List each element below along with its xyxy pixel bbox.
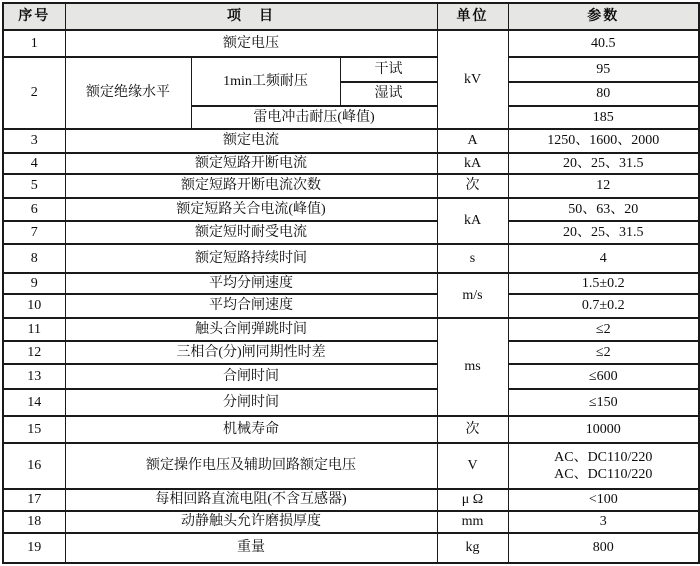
row-1-item: 额定电压 [65, 30, 437, 57]
row-8-param: 4 [508, 244, 699, 273]
row-4-param: 20、25、31.5 [508, 153, 699, 174]
row-12-no: 12 [3, 341, 65, 364]
row-11-param: ≤2 [508, 318, 699, 341]
table-row [3, 221, 699, 244]
row-17-param: <100 [508, 489, 699, 511]
row-16-param-line1: AC、DC110/220 [554, 449, 653, 465]
header-unit: 单位 [437, 3, 508, 30]
row-15-unit: 次 [437, 416, 508, 443]
row-2-item: 额定绝缘水平 [65, 57, 191, 129]
table-row [3, 294, 699, 318]
header-no: 序号 [3, 3, 65, 30]
row-4-no: 4 [3, 153, 65, 174]
row-3-param: 1250、1600、2000 [508, 129, 699, 153]
row-16-item: 额定操作电压及辅助回路额定电压 [65, 443, 437, 489]
row-14-no: 14 [3, 389, 65, 416]
row-17-no: 17 [3, 489, 65, 511]
row-2-wet-label: 湿试 [340, 82, 437, 106]
table-row [3, 30, 699, 57]
table-row [3, 153, 699, 174]
unit-kv: kV [437, 30, 508, 129]
row-16-param-line2: AC、DC110/220 [554, 467, 653, 482]
row-2-impulse-param: 185 [508, 106, 699, 129]
row-8-item: 额定短路持续时间 [65, 244, 437, 273]
row-10-param: 0.7±0.2 [508, 294, 699, 318]
table-row [3, 129, 699, 153]
table-row [3, 244, 699, 273]
row-10-no: 10 [3, 294, 65, 318]
row-15-item: 机械寿命 [65, 416, 437, 443]
row-18-item: 动静触头允许磨损厚度 [65, 511, 437, 533]
table-row [3, 341, 699, 364]
row-11-no: 11 [3, 318, 65, 341]
table-row [3, 533, 699, 563]
row-12-param: ≤2 [508, 341, 699, 364]
row-19-no: 19 [3, 533, 65, 563]
row-2-dry-label: 干试 [340, 57, 437, 82]
row-18-unit: mm [437, 511, 508, 533]
row-13-no: 13 [3, 364, 65, 389]
row-7-no: 7 [3, 221, 65, 244]
table-row [3, 198, 699, 221]
row-15-no: 15 [3, 416, 65, 443]
table-row [3, 489, 699, 511]
row-3-unit: A [437, 129, 508, 153]
row-6-item: 额定短路关合电流(峰值) [65, 198, 437, 221]
row-8-no: 8 [3, 244, 65, 273]
row-16-unit: V [437, 443, 508, 489]
table-row [3, 364, 699, 389]
spec-table [2, 2, 700, 564]
header-row [3, 3, 699, 30]
unit-millisecond: ms [437, 318, 508, 416]
row-5-no: 5 [3, 174, 65, 198]
row-7-param: 20、25、31.5 [508, 221, 699, 244]
row-16-param [508, 443, 699, 489]
row-8-unit: s [437, 244, 508, 273]
row-19-unit: kg [437, 533, 508, 563]
table-row [3, 511, 699, 533]
row-7-item: 额定短时耐受电流 [65, 221, 437, 244]
table-row [3, 389, 699, 416]
row-17-item: 每相回路直流电阻(不含互感器) [65, 489, 437, 511]
row-19-item: 重量 [65, 533, 437, 563]
row-17-unit: μ Ω [437, 489, 508, 511]
row-5-unit: 次 [437, 174, 508, 198]
row-19-param: 800 [508, 533, 699, 563]
row-11-item: 触头合闸弹跳时间 [65, 318, 437, 341]
row-3-item: 额定电流 [65, 129, 437, 153]
row-5-param: 12 [508, 174, 699, 198]
row-4-item: 额定短路开断电流 [65, 153, 437, 174]
table-row [3, 57, 699, 82]
header-param: 参数 [508, 3, 699, 30]
table-row [3, 273, 699, 294]
table-row [3, 416, 699, 443]
row-13-param: ≤600 [508, 364, 699, 389]
row-14-item: 分闸时间 [65, 389, 437, 416]
row-2-power-freq: 1min工频耐压 [191, 57, 340, 106]
row-13-item: 合闸时间 [65, 364, 437, 389]
row-18-param: 3 [508, 511, 699, 533]
row-16-no: 16 [3, 443, 65, 489]
table-row [3, 318, 699, 341]
row-1-param: 40.5 [508, 30, 699, 57]
row-6-no: 6 [3, 198, 65, 221]
row-6-param: 50、63、20 [508, 198, 699, 221]
table-row [3, 443, 699, 489]
row-14-param: ≤150 [508, 389, 699, 416]
row-2-dry-param: 95 [508, 57, 699, 82]
row-9-no: 9 [3, 273, 65, 294]
row-4-unit: kA [437, 153, 508, 174]
table-row [3, 174, 699, 198]
row-5-item: 额定短路开断电流次数 [65, 174, 437, 198]
row-1-no: 1 [3, 30, 65, 57]
unit-ka-shared: kA [437, 198, 508, 244]
unit-ms-speed: m/s [437, 273, 508, 318]
row-2-impulse-label: 雷电冲击耐压(峰值) [191, 106, 437, 129]
row-18-no: 18 [3, 511, 65, 533]
row-3-no: 3 [3, 129, 65, 153]
row-9-param: 1.5±0.2 [508, 273, 699, 294]
row-12-item: 三相合(分)闸同期性时差 [65, 341, 437, 364]
row-9-item: 平均分闸速度 [65, 273, 437, 294]
row-15-param: 10000 [508, 416, 699, 443]
row-2-wet-param: 80 [508, 82, 699, 106]
row-10-item: 平均合闸速度 [65, 294, 437, 318]
header-item: 项 目 [65, 3, 437, 30]
row-2-no: 2 [3, 57, 65, 129]
